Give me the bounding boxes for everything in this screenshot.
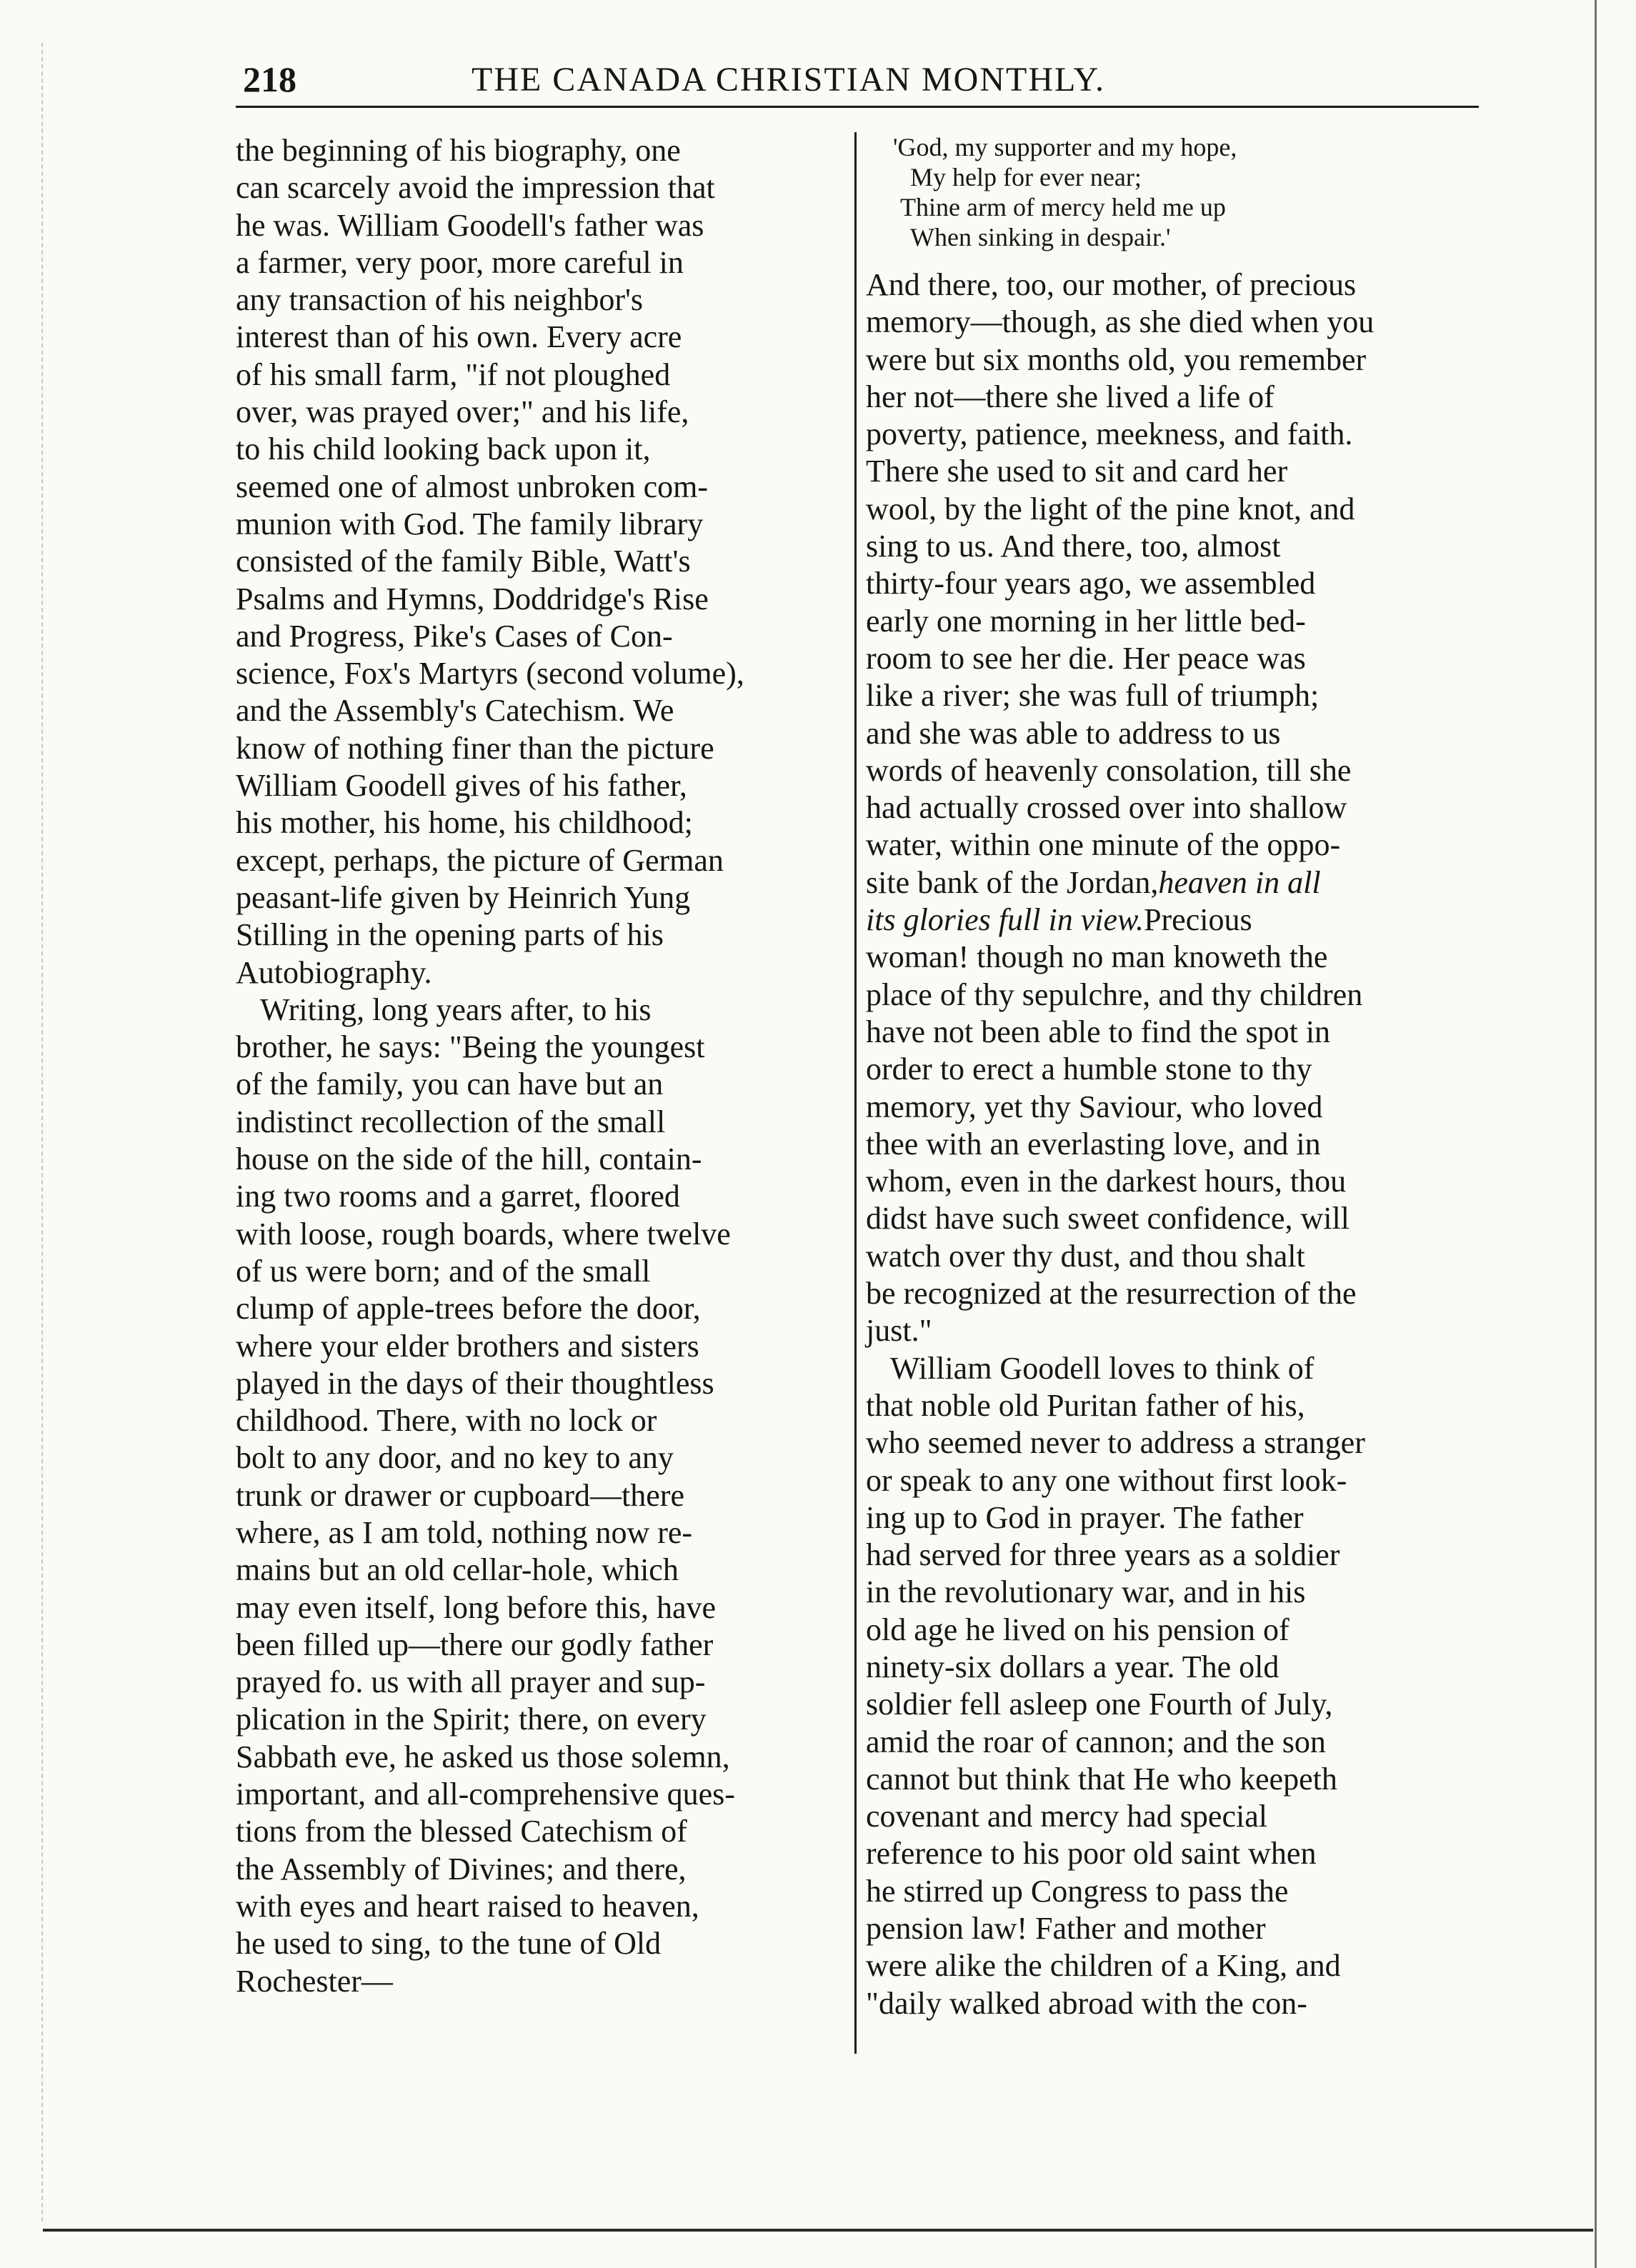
italic-run: its glories full in view. <box>866 902 1144 938</box>
text-line: a farmer, very poor, more careful in <box>236 244 684 280</box>
text-line: indistinct recollection of the small <box>236 1104 666 1139</box>
text-line: peasant-life given by Heinrich Yung <box>236 879 691 915</box>
right-column-text-part1 <box>866 266 1473 864</box>
text-line: he was. William Goodell's father was <box>236 207 704 243</box>
text-line: poverty, patience, meekness, and faith. <box>866 416 1353 452</box>
text-line: he stirred up Congress to pass the <box>866 1873 1289 1909</box>
text-line: words of heavenly consolation, till she <box>866 752 1352 788</box>
text-line-italic <box>866 901 1473 939</box>
text-line: ing up to God in prayer. The father <box>866 1499 1304 1535</box>
text-line: where your elder brothers and sisters <box>236 1328 699 1364</box>
text-line: trunk or drawer or cupboard—there <box>236 1477 684 1513</box>
text-line: ninety-six dollars a year. The old <box>866 1649 1280 1684</box>
text-line: And there, too, our mother, of precious <box>866 267 1357 302</box>
text-line: covenant and mercy had special <box>866 1799 1267 1834</box>
text-line: science, Fox's Martyrs (second volume), <box>236 656 744 691</box>
text-line: have not been able to find the spot in <box>866 1014 1331 1049</box>
text-line: any transaction of his neighbor's <box>236 282 644 318</box>
text-line: had actually crossed over into shallow <box>866 790 1347 826</box>
text-line: in the revolutionary war, and in his <box>866 1574 1306 1610</box>
text-line: played in the days of their thoughtless <box>236 1365 714 1401</box>
text-line: clump of apple-trees before the door, <box>236 1291 701 1327</box>
text-run: Precious <box>1144 902 1252 938</box>
text-line: childhood. There, with no lock or <box>236 1403 657 1439</box>
text-line: and the Assembly's Catechism. We <box>236 693 674 729</box>
text-line: watch over thy dust, and thou shalt <box>866 1238 1305 1274</box>
page-number: 218 <box>243 59 296 99</box>
text-line: There she used to sit and card her <box>866 454 1288 489</box>
poem-quote <box>866 132 1473 252</box>
text-line: his mother, his home, his childhood; <box>236 805 693 841</box>
text-line: sing to us. And there, too, almost <box>866 529 1281 564</box>
text-line: over, was prayed over;" and his life, <box>236 394 689 430</box>
text-line: consisted of the family Bible, Watt's <box>236 544 691 579</box>
text-line: memory, yet thy Saviour, who loved <box>866 1089 1323 1124</box>
text-line: whom, even in the darkest hours, thou <box>866 1164 1347 1199</box>
text-line: who seemed never to address a stranger <box>866 1425 1365 1461</box>
text-line: amid the roar of cannon; and the son <box>866 1724 1326 1759</box>
text-line: Psalms and Hymns, Doddridge's Rise <box>236 581 709 616</box>
text-line: room to see her die. Her peace was <box>866 640 1306 676</box>
text-line: were but six months old, you remember <box>866 341 1367 377</box>
column-divider <box>854 132 857 2054</box>
text-line: like a river; she was full of triumph; <box>866 678 1320 714</box>
text-line: prayed fo. us with all prayer and sup- <box>236 1664 706 1700</box>
page-header <box>236 56 1479 108</box>
text-line: except, perhaps, the picture of German <box>236 842 724 878</box>
text-line: didst have such sweet confidence, will <box>866 1201 1350 1237</box>
poem-line: My help for ever near; <box>910 163 1142 191</box>
text-line: mains but an old cellar-hole, which <box>236 1552 679 1588</box>
text-line: ing two rooms and a garret, floored <box>236 1179 680 1214</box>
text-line: bolt to any door, and no key to any <box>236 1440 674 1476</box>
text-line: Writing, long years after, to his <box>260 991 652 1027</box>
text-line: Sabbath eve, he asked us those solemn, <box>236 1739 730 1774</box>
text-line: that noble old Puritan father of his, <box>866 1387 1305 1423</box>
text-line: memory—though, as she died when you <box>866 304 1375 340</box>
poem-line: Thine arm of mercy held me up <box>900 193 1226 221</box>
text-line: had served for three years as a soldier <box>866 1537 1340 1573</box>
poem-line: When sinking in despair.' <box>910 223 1171 251</box>
text-line: were alike the children of a King, and <box>866 1948 1341 1984</box>
text-line: place of thy sepulchre, and thy children <box>866 976 1363 1012</box>
text-line: just." <box>866 1313 932 1349</box>
text-line: important, and all-comprehensive ques- <box>236 1777 735 1812</box>
text-line: interest than of his own. Every acre <box>236 319 682 355</box>
text-run: site bank of the Jordan, <box>866 864 1159 900</box>
italic-run: heaven in all <box>1158 864 1321 900</box>
text-line: plication in the Spirit; there, on every <box>236 1702 707 1737</box>
text-line: be recognized at the resurrection of the <box>866 1276 1357 1312</box>
right-column <box>866 132 1473 2022</box>
text-line: her not—there she lived a life of <box>866 379 1275 414</box>
text-line: brother, he says: "Being the youngest <box>236 1029 705 1065</box>
text-line: water, within one minute of the oppo- <box>866 827 1341 863</box>
text-line: of his small farm, "if not ploughed <box>236 356 671 392</box>
text-line: cannot but think that He who keepeth <box>866 1761 1337 1797</box>
text-line: of us were born; and of the small <box>236 1253 651 1289</box>
bottom-rule <box>43 2229 1593 2232</box>
text-line: woman! though no man knoweth the <box>866 939 1328 975</box>
text-line: Autobiography. <box>236 954 432 990</box>
running-title: THE CANADA CHRISTIAN MONTHLY. <box>472 61 1105 99</box>
text-line: and she was able to address to us <box>866 715 1281 751</box>
text-line: Stilling in the opening parts of his <box>236 917 664 953</box>
text-line: of the family, you can have but an <box>236 1066 664 1102</box>
text-line: where, as I am told, nothing now re- <box>236 1514 693 1550</box>
text-line: the Assembly of Divines; and there, <box>236 1851 687 1887</box>
text-line: wool, by the light of the pine knot, and <box>866 491 1355 526</box>
text-line: tions from the blessed Catechism of <box>236 1814 687 1849</box>
text-line: or speak to any one without first look- <box>866 1462 1347 1498</box>
left-column <box>236 132 839 2000</box>
right-column-text-part2 <box>866 939 1473 2022</box>
text-line: William Goodell loves to think of <box>890 1350 1315 1386</box>
text-line: Rochester— <box>236 1963 393 1999</box>
binding-edge-right <box>1595 0 1607 2268</box>
text-line: William Goodell gives of his father, <box>236 768 687 804</box>
text-line: munion with God. The family library <box>236 506 704 541</box>
text-line: the beginning of his biography, one <box>236 133 681 168</box>
text-line: may even itself, long before this, have <box>236 1589 717 1625</box>
text-line: can scarcely avoid the impression that <box>236 170 715 206</box>
text-line: early one morning in her little bed- <box>866 603 1306 639</box>
text-line: pension law! Father and mother <box>866 1911 1266 1947</box>
text-line: he used to sing, to the tune of Old <box>236 1926 662 1962</box>
text-line: thirty-four years ago, we assembled <box>866 566 1316 601</box>
text-line: with loose, rough boards, where twelve <box>236 1216 731 1252</box>
text-line: thee with an everlasting love, and in <box>866 1126 1321 1162</box>
text-line: know of nothing finer than the picture <box>236 730 714 766</box>
text-line: and Progress, Pike's Cases of Con- <box>236 618 673 654</box>
text-line: been filled up—there our godly father <box>236 1627 714 1662</box>
text-line: "daily walked abroad with the con- <box>866 1985 1307 2021</box>
text-line: reference to his poor old saint when <box>866 1836 1317 1872</box>
text-line-italic <box>866 864 1473 901</box>
poem-line: 'God, my supporter and my hope, <box>893 133 1237 161</box>
text-line: soldier fell asleep one Fourth of July, <box>866 1687 1333 1722</box>
text-line: to his child looking back upon it, <box>236 431 651 467</box>
text-line: with eyes and heart raised to heaven, <box>236 1888 699 1924</box>
text-line: house on the side of the hill, contain- <box>236 1142 702 1177</box>
binding-edge-left <box>20 43 43 2222</box>
text-line: old age he lived on his pension of <box>866 1612 1290 1647</box>
text-line: seemed one of almost unbroken com- <box>236 469 709 504</box>
text-line: order to erect a humble stone to thy <box>866 1051 1312 1087</box>
